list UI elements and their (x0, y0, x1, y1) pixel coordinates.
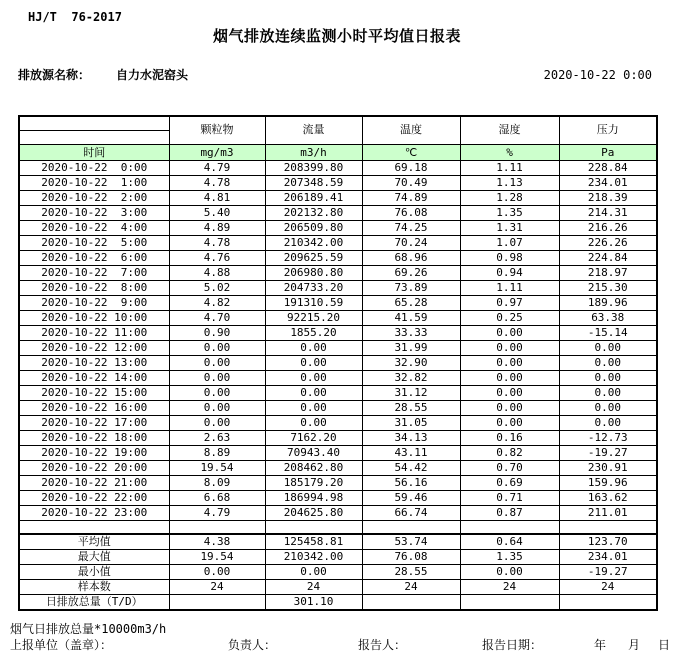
report-unit-label: 上报单位（盖章）： (10, 638, 113, 652)
value-cell: 0.00 (169, 565, 265, 580)
value-cell: 4.88 (169, 265, 265, 280)
unit-pressure: Pa (559, 144, 657, 160)
value-cell: 0.00 (265, 355, 362, 370)
value-cell: 0.00 (169, 355, 265, 370)
value-cell: 0.00 (460, 325, 559, 340)
col-header-temperature: 温度 (362, 116, 460, 144)
value-cell: 206189.41 (265, 190, 362, 205)
value-cell: 0.16 (460, 430, 559, 445)
value-cell: 214.31 (559, 205, 657, 220)
value-cell: 0.00 (169, 385, 265, 400)
value-cell: 24 (265, 580, 362, 595)
value-cell: 1.13 (460, 175, 559, 190)
data-rows (19, 160, 657, 610)
value-cell: 0.00 (559, 415, 657, 430)
value-cell: 0.00 (559, 400, 657, 415)
value-cell: 185179.20 (265, 475, 362, 490)
value-cell: 0.82 (460, 445, 559, 460)
value-cell: 0.00 (265, 565, 362, 580)
day-label: 日 (658, 638, 671, 652)
reporter-label: 报告人： (358, 638, 407, 652)
value-cell: 34.13 (362, 430, 460, 445)
unit-flow: m3/h (265, 144, 362, 160)
value-cell: 0.90 (169, 325, 265, 340)
value-cell: 6.68 (169, 490, 265, 505)
value-cell: 31.05 (362, 415, 460, 430)
value-cell: 4.82 (169, 295, 265, 310)
value-cell: 19.54 (169, 460, 265, 475)
value-cell: 0.94 (460, 265, 559, 280)
value-cell: 0.70 (460, 460, 559, 475)
summary-label-cell: 日排放总量（T/D） (19, 595, 169, 611)
table-row (19, 385, 657, 400)
value-cell: 8.89 (169, 445, 265, 460)
unit-temperature: ℃ (362, 144, 460, 160)
footer-note: 烟气日排放总量*10000m3/h (10, 622, 167, 636)
value-cell: 31.99 (362, 340, 460, 355)
value-cell: 159.96 (559, 475, 657, 490)
empty-cell (19, 520, 169, 534)
value-cell: 0.00 (460, 355, 559, 370)
time-cell: 2020-10-22 20:00 (19, 460, 169, 475)
value-cell: 0.87 (460, 505, 559, 520)
table-row (19, 505, 657, 520)
value-cell: 4.79 (169, 505, 265, 520)
param-header-row (19, 116, 657, 130)
value-cell (559, 595, 657, 611)
value-cell: 1.07 (460, 235, 559, 250)
value-cell: 0.00 (460, 415, 559, 430)
units-header-row (19, 144, 657, 160)
value-cell: 301.10 (265, 595, 362, 611)
value-cell (362, 595, 460, 611)
value-cell: 24 (362, 580, 460, 595)
value-cell: 208462.80 (265, 460, 362, 475)
value-cell: 4.78 (169, 175, 265, 190)
value-cell: 206509.80 (265, 220, 362, 235)
value-cell: 63.38 (559, 310, 657, 325)
spacer-row (19, 520, 657, 534)
summary-label-cell: 样本数 (19, 580, 169, 595)
value-cell: 1.35 (460, 550, 559, 565)
col-header-humidity: 湿度 (460, 116, 559, 144)
value-cell: 0.69 (460, 475, 559, 490)
time-cell: 2020-10-22 2:00 (19, 190, 169, 205)
value-cell: -15.14 (559, 325, 657, 340)
value-cell: 24 (559, 580, 657, 595)
value-cell: 234.01 (559, 550, 657, 565)
summary-row (19, 595, 657, 611)
value-cell: 215.30 (559, 280, 657, 295)
unit-particulate: mg/m3 (169, 144, 265, 160)
value-cell: 186994.98 (265, 490, 362, 505)
table-row (19, 370, 657, 385)
table-row (19, 205, 657, 220)
value-cell: 189.96 (559, 295, 657, 310)
monitoring-table (18, 115, 658, 611)
page-title: 烟气排放连续监测小时平均值日报表 (212, 27, 461, 45)
time-cell: 2020-10-22 21:00 (19, 475, 169, 490)
value-cell: 218.97 (559, 265, 657, 280)
table-row (19, 415, 657, 430)
summary-row (19, 565, 657, 580)
value-cell: 125458.81 (265, 534, 362, 550)
time-cell: 2020-10-22 16:00 (19, 400, 169, 415)
value-cell: 32.90 (362, 355, 460, 370)
table-row (19, 310, 657, 325)
value-cell: 56.16 (362, 475, 460, 490)
value-cell: 0.64 (460, 534, 559, 550)
value-cell: 24 (169, 580, 265, 595)
value-cell: 0.00 (265, 385, 362, 400)
value-cell: 218.39 (559, 190, 657, 205)
value-cell: 76.08 (362, 205, 460, 220)
value-cell (169, 595, 265, 611)
month-label: 月 (628, 638, 641, 652)
value-cell: 4.79 (169, 160, 265, 175)
value-cell: 163.62 (559, 490, 657, 505)
value-cell: 211.01 (559, 505, 657, 520)
value-cell: 0.71 (460, 490, 559, 505)
time-cell: 2020-10-22 5:00 (19, 235, 169, 250)
value-cell: 0.00 (169, 415, 265, 430)
value-cell: 59.46 (362, 490, 460, 505)
value-cell: -19.27 (559, 445, 657, 460)
value-cell: 208399.80 (265, 160, 362, 175)
value-cell: 206980.80 (265, 265, 362, 280)
time-cell: 2020-10-22 11:00 (19, 325, 169, 340)
value-cell: 73.89 (362, 280, 460, 295)
value-cell (460, 520, 559, 534)
value-cell: 0.00 (169, 340, 265, 355)
time-column-header: 时间 (19, 144, 169, 160)
time-cell: 2020-10-22 17:00 (19, 415, 169, 430)
time-cell: 2020-10-22 3:00 (19, 205, 169, 220)
value-cell: 4.89 (169, 220, 265, 235)
value-cell: 0.00 (559, 340, 657, 355)
value-cell: 1.35 (460, 205, 559, 220)
value-cell: 202132.80 (265, 205, 362, 220)
summary-label-cell: 最小值 (19, 565, 169, 580)
summary-label-cell: 最大值 (19, 550, 169, 565)
value-cell: 76.08 (362, 550, 460, 565)
summary-row (19, 550, 657, 565)
value-cell: 4.38 (169, 534, 265, 550)
table-row (19, 250, 657, 265)
value-cell: 0.00 (169, 370, 265, 385)
value-cell: 0.00 (265, 370, 362, 385)
value-cell: 70.24 (362, 235, 460, 250)
value-cell: 54.42 (362, 460, 460, 475)
value-cell: 123.70 (559, 534, 657, 550)
time-cell: 2020-10-22 6:00 (19, 250, 169, 265)
value-cell: 0.00 (169, 400, 265, 415)
value-cell (460, 595, 559, 611)
time-cell: 2020-10-22 0:00 (19, 160, 169, 175)
time-cell: 2020-10-22 15:00 (19, 385, 169, 400)
table-row (19, 355, 657, 370)
value-cell: 2.63 (169, 430, 265, 445)
time-cell: 2020-10-22 14:00 (19, 370, 169, 385)
table-row (19, 445, 657, 460)
table-row (19, 340, 657, 355)
summary-row (19, 534, 657, 550)
time-cell: 2020-10-22 8:00 (19, 280, 169, 295)
source-name-label: 排放源名称： (18, 68, 91, 82)
value-cell: 0.00 (460, 565, 559, 580)
value-cell: 0.00 (460, 370, 559, 385)
value-cell: -12.73 (559, 430, 657, 445)
value-cell: 1855.20 (265, 325, 362, 340)
value-cell: 24 (460, 580, 559, 595)
responsible-label: 负责人： (228, 638, 277, 652)
year-label: 年 (594, 638, 607, 652)
value-cell: 8.09 (169, 475, 265, 490)
value-cell: 1.11 (460, 280, 559, 295)
corner-cell-bottom (19, 130, 169, 144)
time-cell: 2020-10-22 9:00 (19, 295, 169, 310)
table-row (19, 475, 657, 490)
col-header-flow: 流量 (265, 116, 362, 144)
value-cell: 33.33 (362, 325, 460, 340)
report-datetime: 2020-10-22 0:00 (543, 68, 652, 82)
time-cell: 2020-10-22 10:00 (19, 310, 169, 325)
value-cell: 53.74 (362, 534, 460, 550)
value-cell: 216.26 (559, 220, 657, 235)
value-cell: 210342.00 (265, 235, 362, 250)
value-cell: 92215.20 (265, 310, 362, 325)
value-cell: 0.00 (559, 385, 657, 400)
time-cell: 2020-10-22 23:00 (19, 505, 169, 520)
value-cell: 234.01 (559, 175, 657, 190)
value-cell: 4.70 (169, 310, 265, 325)
value-cell: 5.40 (169, 205, 265, 220)
table-row (19, 235, 657, 250)
value-cell: 0.00 (460, 400, 559, 415)
value-cell: 4.78 (169, 235, 265, 250)
table-row (19, 325, 657, 340)
value-cell: 1.28 (460, 190, 559, 205)
value-cell: 4.76 (169, 250, 265, 265)
table-row (19, 295, 657, 310)
time-cell: 2020-10-22 19:00 (19, 445, 169, 460)
value-cell (559, 520, 657, 534)
table-row (19, 460, 657, 475)
time-cell: 2020-10-22 4:00 (19, 220, 169, 235)
unit-humidity: % (460, 144, 559, 160)
value-cell: 70.49 (362, 175, 460, 190)
value-cell: 0.25 (460, 310, 559, 325)
value-cell: 0.98 (460, 250, 559, 265)
summary-row (19, 580, 657, 595)
source-name-value: 自力水泥窑头 (116, 68, 189, 82)
col-header-pressure: 压力 (559, 116, 657, 144)
time-cell: 2020-10-22 13:00 (19, 355, 169, 370)
value-cell: 4.81 (169, 190, 265, 205)
value-cell: 41.59 (362, 310, 460, 325)
value-cell: 66.74 (362, 505, 460, 520)
time-cell: 2020-10-22 7:00 (19, 265, 169, 280)
value-cell: 0.00 (559, 355, 657, 370)
value-cell: 204733.20 (265, 280, 362, 295)
value-cell (265, 520, 362, 534)
value-cell: 5.02 (169, 280, 265, 295)
standard-code: HJ/T 76-2017 (28, 10, 122, 24)
col-header-particulate: 颗粒物 (169, 116, 265, 144)
table-row (19, 430, 657, 445)
value-cell: 191310.59 (265, 295, 362, 310)
value-cell: 0.00 (559, 370, 657, 385)
report-date-label: 报告日期： (482, 638, 543, 652)
value-cell: 43.11 (362, 445, 460, 460)
value-cell: 68.96 (362, 250, 460, 265)
value-cell: 28.55 (362, 565, 460, 580)
value-cell: 0.00 (265, 340, 362, 355)
signature-row (0, 636, 674, 652)
value-cell: 69.18 (362, 160, 460, 175)
time-cell: 2020-10-22 18:00 (19, 430, 169, 445)
value-cell: 7162.20 (265, 430, 362, 445)
value-cell: 204625.80 (265, 505, 362, 520)
table-row (19, 490, 657, 505)
table-row (19, 220, 657, 235)
table-row (19, 190, 657, 205)
table-row (19, 280, 657, 295)
value-cell: 230.91 (559, 460, 657, 475)
value-cell: 1.31 (460, 220, 559, 235)
value-cell: 0.00 (265, 415, 362, 430)
value-cell: 0.00 (265, 400, 362, 415)
corner-cell-top (19, 116, 169, 130)
value-cell: 209625.59 (265, 250, 362, 265)
value-cell: 69.26 (362, 265, 460, 280)
value-cell: 70943.40 (265, 445, 362, 460)
value-cell: 74.89 (362, 190, 460, 205)
table-row (19, 175, 657, 190)
value-cell: 1.11 (460, 160, 559, 175)
value-cell: 226.26 (559, 235, 657, 250)
summary-label-cell: 平均值 (19, 534, 169, 550)
table-row (19, 160, 657, 175)
value-cell: 19.54 (169, 550, 265, 565)
value-cell: 74.25 (362, 220, 460, 235)
table-row (19, 265, 657, 280)
value-cell: 28.55 (362, 400, 460, 415)
table-row (19, 400, 657, 415)
value-cell: 0.00 (460, 385, 559, 400)
source-row (18, 66, 656, 83)
value-cell: 207348.59 (265, 175, 362, 190)
value-cell: 65.28 (362, 295, 460, 310)
value-cell: 224.84 (559, 250, 657, 265)
value-cell: 31.12 (362, 385, 460, 400)
value-cell (362, 520, 460, 534)
value-cell: 210342.00 (265, 550, 362, 565)
time-cell: 2020-10-22 22:00 (19, 490, 169, 505)
time-cell: 2020-10-22 1:00 (19, 175, 169, 190)
value-cell: 32.82 (362, 370, 460, 385)
value-cell: 0.00 (460, 340, 559, 355)
time-cell: 2020-10-22 12:00 (19, 340, 169, 355)
value-cell: 0.97 (460, 295, 559, 310)
value-cell: 228.84 (559, 160, 657, 175)
value-cell: -19.27 (559, 565, 657, 580)
value-cell (169, 520, 265, 534)
